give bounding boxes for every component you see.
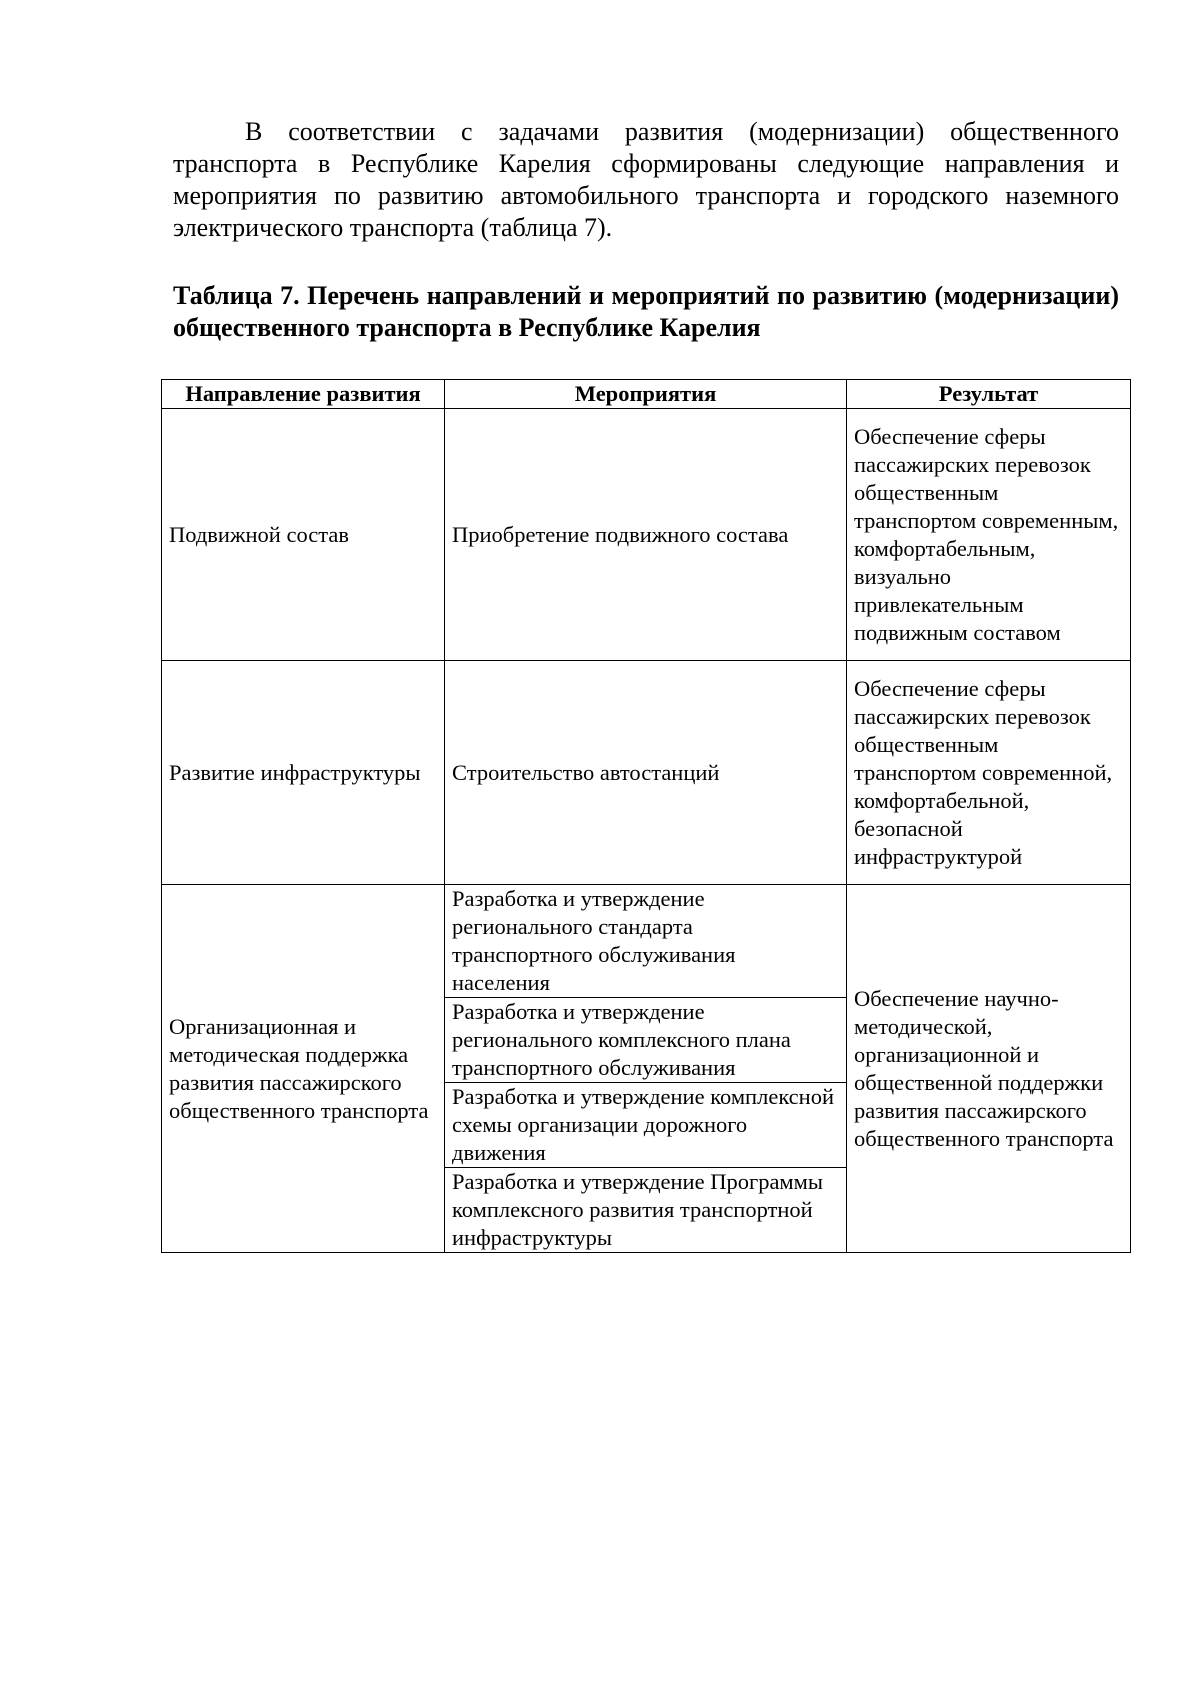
cell-result: Обеспечение сферы пассажирских перевозок общественным транспортом современным, комфортабельным, визуально привлекательным подвижным составом	[847, 409, 1131, 661]
cell-result: Обеспечение сферы пассажирских перевозок общественным транспортом современной, комфортабельной, безопасной инфраструктурой	[847, 661, 1131, 885]
cell-activity: Разработка и утверждение Программы комплексного развития транспортной инфраструктуры	[445, 1168, 847, 1253]
intro-paragraph: В соответствии с задачами развития (модернизации) общественного транспорта в Республике Карелия сформированы следующие направления и мероприятия по развитию автомобильного транспорта и городского наземного электрического транспорта (таблица 7).	[173, 117, 1119, 242]
table-row	[162, 409, 1131, 661]
cell-direction: Организационная и методическая поддержка развития пассажирского общественного транспорта	[162, 885, 445, 1253]
table-header-row	[162, 380, 1131, 409]
directions-table	[161, 379, 1131, 1253]
cell-activity: Приобретение подвижного состава	[445, 409, 847, 661]
cell-activity: Разработка и утверждение регионального стандарта транспортного обслуживания населения	[445, 885, 847, 998]
cell-activity: Разработка и утверждение регионального комплексного плана транспортного обслуживания	[445, 998, 847, 1083]
table-row	[162, 885, 1131, 998]
header-activities: Мероприятия	[445, 380, 847, 409]
cell-activity: Строительство автостанций	[445, 661, 847, 885]
header-direction: Направление развития	[162, 380, 445, 409]
cell-activity: Разработка и утверждение комплексной схемы организации дорожного движения	[445, 1083, 847, 1168]
table-row	[162, 661, 1131, 885]
cell-direction: Развитие инфраструктуры	[162, 661, 445, 885]
cell-result: Обеспечение научно-методической, организационной и общественной поддержки развития пассажирского общественного транспорта	[847, 885, 1131, 1253]
header-result: Результат	[847, 380, 1131, 409]
cell-direction: Подвижной состав	[162, 409, 445, 661]
table-caption: Таблица 7. Перечень направлений и мероприятий по развитию (модернизации) общественного транспорта в Республике Карелия	[173, 281, 1119, 342]
